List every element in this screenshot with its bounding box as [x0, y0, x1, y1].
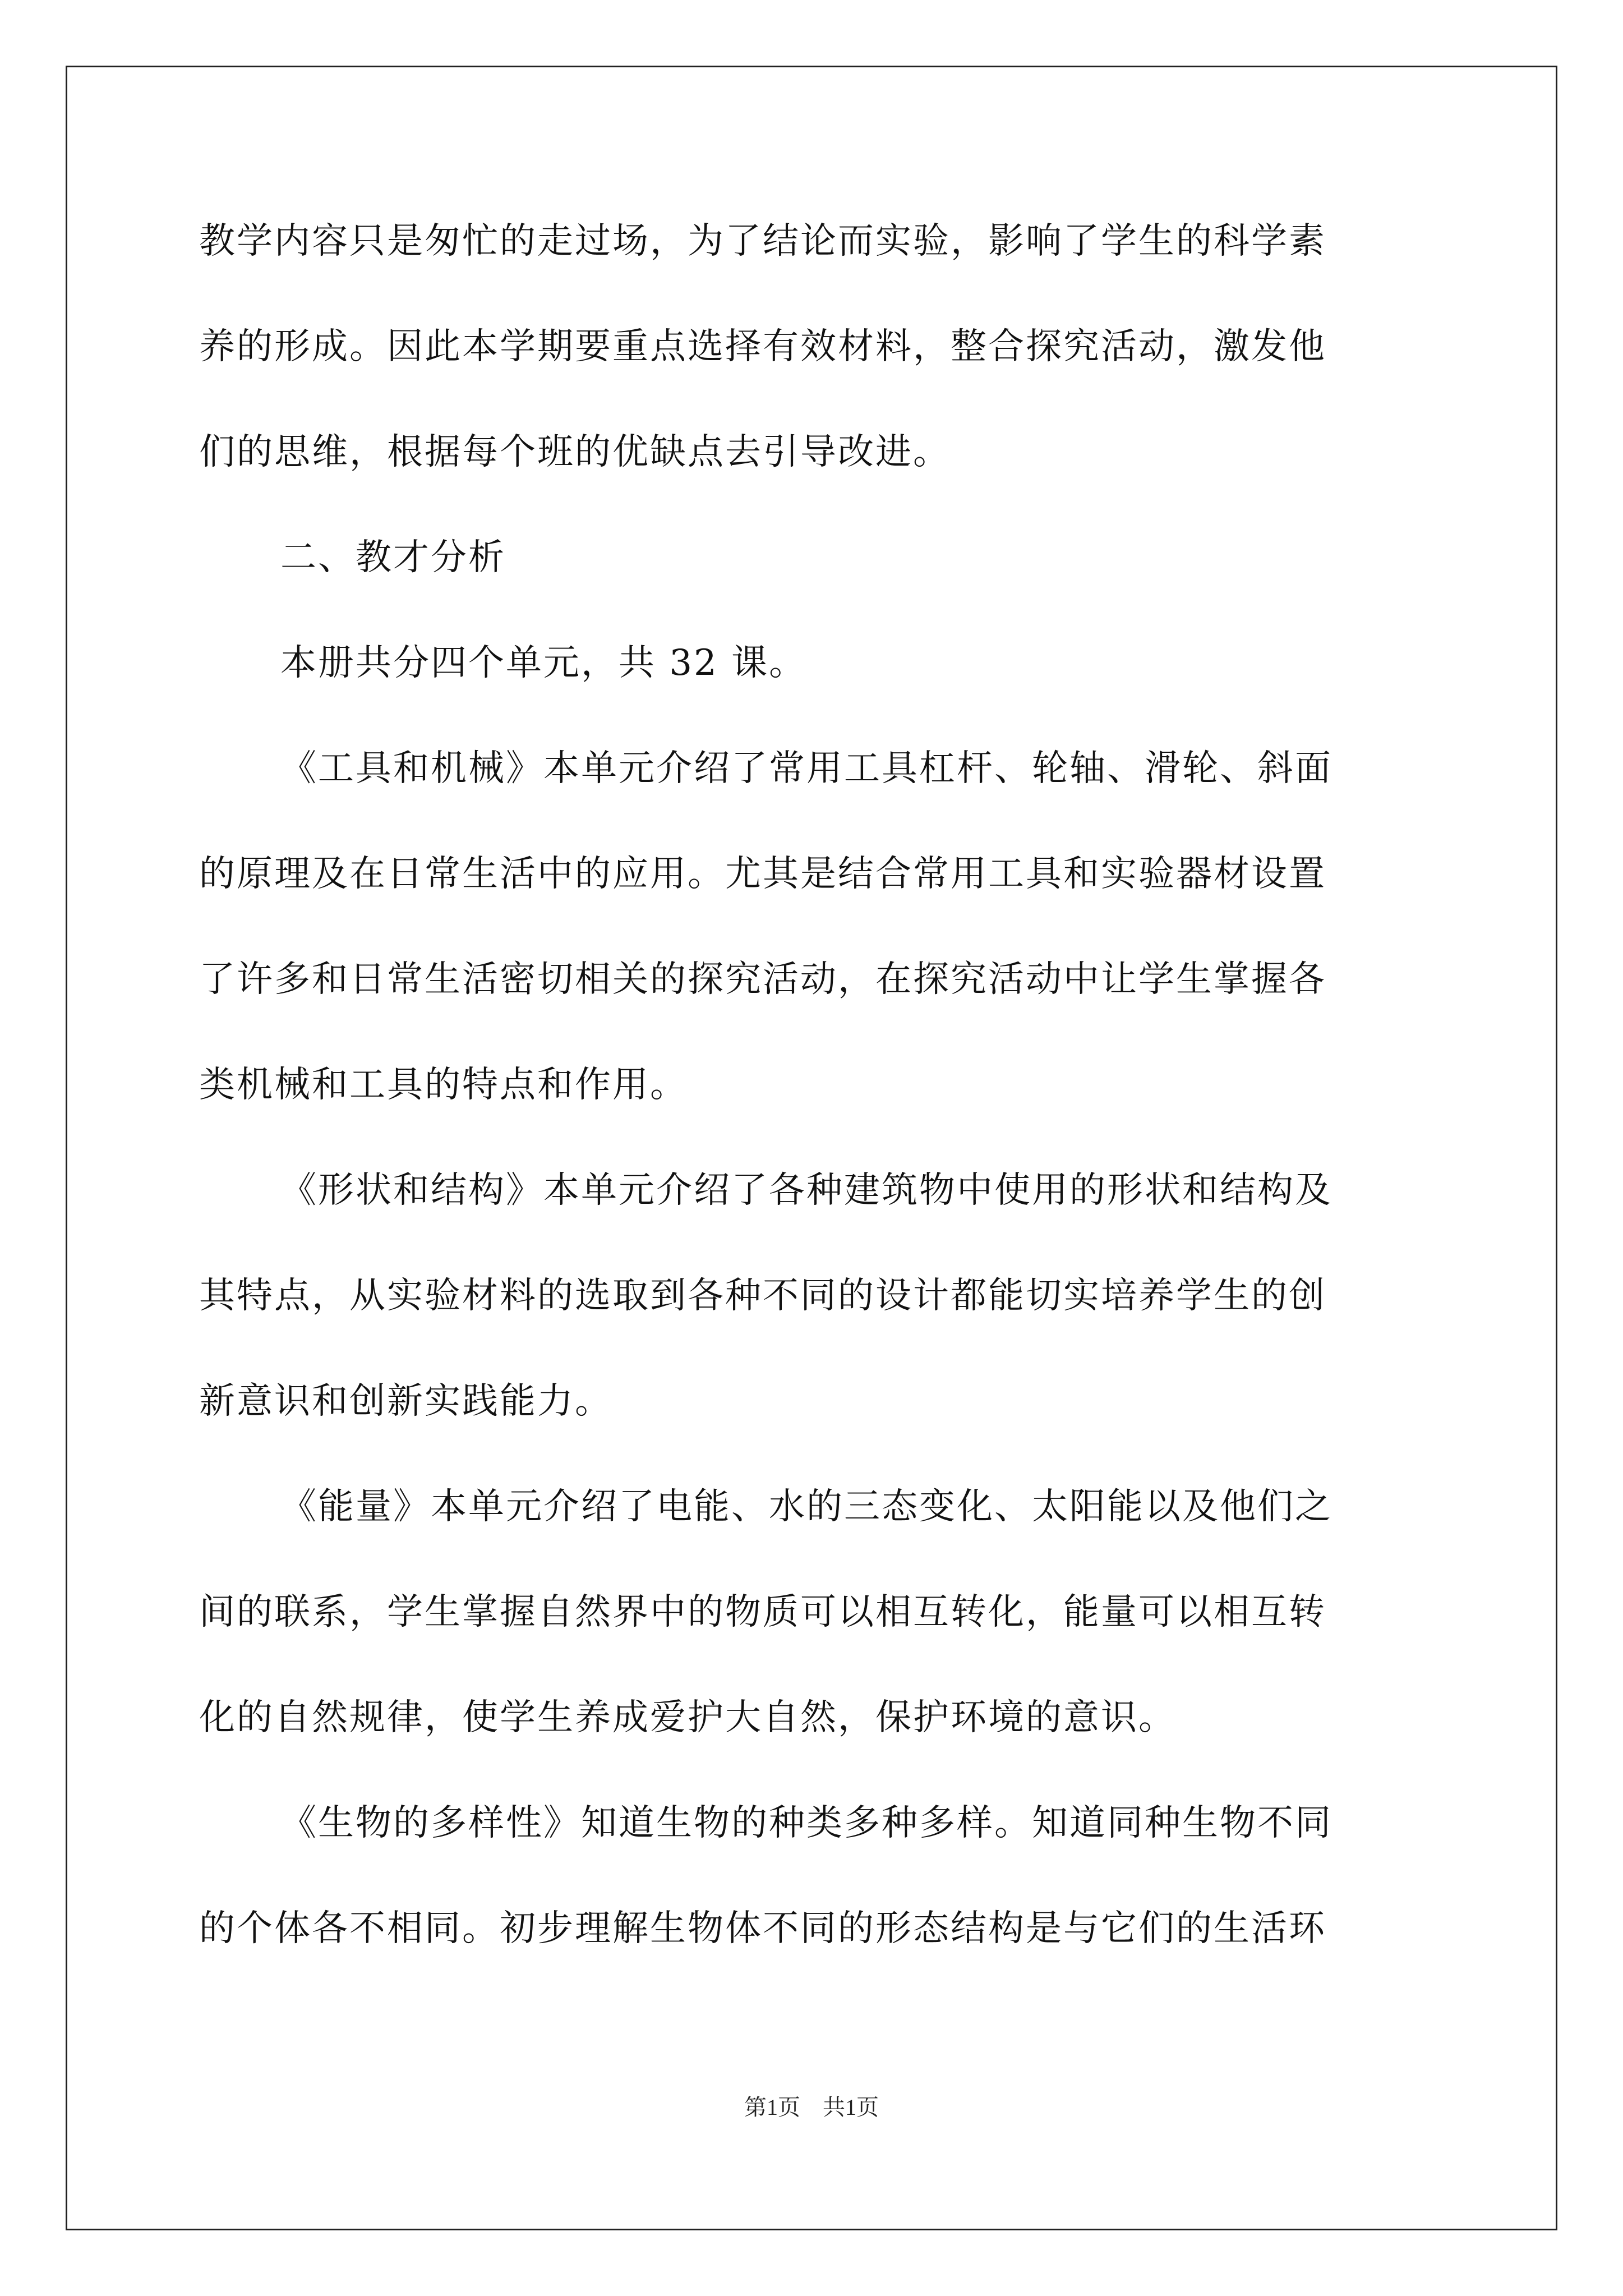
text-line: 的个体各不相同。初步理解生物体不同的形态结构是与它们的生活环 — [199, 1908, 1326, 1949]
text-line: 养的形成。因此本学期要重点选择有效材料，整合探究活动，激发他 — [199, 326, 1326, 367]
text-line: 新意识和创新实践能力。 — [199, 1381, 612, 1422]
text-line: 类机械和工具的特点和作用。 — [199, 1064, 688, 1106]
text-line: 《生物的多样性》知道生物的种类多种多样。知道同种生物不同 — [280, 1802, 1332, 1844]
page-footer: 第1页 共1页 — [744, 2095, 879, 2120]
text-line: 《形状和结构》本单元介绍了各种建筑物中使用的形状和结构及 — [280, 1170, 1332, 1211]
text-line: 化的自然规律，使学生养成爱护大自然，保护环境的意识。 — [199, 1697, 1176, 1738]
text-line: 本册共分四个单元，共 32 课。 — [280, 642, 807, 684]
section-heading: 二、教才分析 — [280, 537, 506, 578]
text-line: 们的思维，根据每个班的优缺点去引导改进。 — [199, 431, 951, 473]
text-line: 教学内容只是匆忙的走过场，为了结论而实验，影响了学生的科学素 — [199, 220, 1326, 262]
text-line: 间的联系，学生掌握自然界中的物质可以相互转化，能量可以相互转 — [199, 1591, 1326, 1633]
text-line: 《能量》本单元介绍了电能、水的三态变化、太阳能以及他们之 — [280, 1486, 1332, 1527]
text-line: 其特点，从实验材料的选取到各种不同的设计都能切实培养学生的创 — [199, 1275, 1326, 1317]
text-line: 的原理及在日常生活中的应用。尤其是结合常用工具和实验器材设置 — [199, 853, 1326, 895]
text-line: 《工具和机械》本单元介绍了常用工具杠杆、轮轴、滑轮、斜面 — [280, 748, 1332, 789]
text-line: 了许多和日常生活密切相关的探究活动，在探究活动中让学生掌握各 — [199, 959, 1326, 1000]
